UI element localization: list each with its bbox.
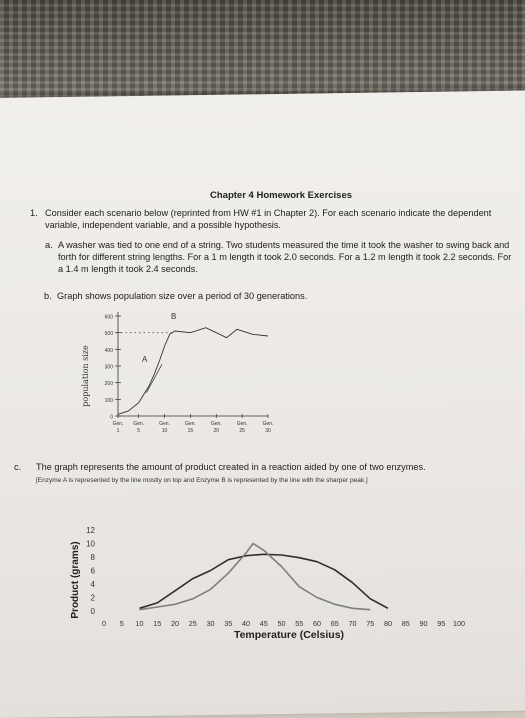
x-tick-label: 0 (102, 619, 106, 628)
x-tick-label: 20 (213, 428, 220, 434)
x-tick-label: 35 (224, 619, 233, 628)
x-tick-label: 5 (137, 428, 141, 434)
x-tick-label: 60 (313, 619, 321, 628)
x-tick-label-top: Gen. (236, 421, 248, 427)
y-tick-label: 200 (104, 381, 113, 388)
x-tick-label: 10 (135, 619, 144, 628)
population-line (118, 328, 268, 415)
x-tick-label: 95 (437, 619, 446, 628)
x-tick-label: 15 (153, 619, 162, 628)
question-number: 1. (30, 208, 38, 218)
question-text: Consider each scenario below (reprinted from HW #1 in Chapter 2). For each scenario indicate the dependent variable, independent variable, and a possible hypothesis. (45, 208, 492, 230)
annotation-a-pointer (146, 364, 162, 392)
x-tick-label: 100 (453, 619, 465, 628)
x-tick-label: 45 (259, 619, 268, 628)
population-chart (78, 304, 278, 454)
y-tick-label: 0 (90, 607, 95, 616)
x-tick-label: 25 (188, 619, 197, 628)
y-tick-label: 100 (104, 397, 113, 404)
part-c-text: The graph represents the amount of product created in a reaction aided by one of two enzymes. (36, 462, 426, 472)
x-tick-label: 30 (206, 619, 215, 628)
enzyme-chart (64, 518, 474, 648)
y-tick-label: 300 (104, 364, 113, 371)
x-tick-label: 50 (277, 619, 286, 628)
x-axis-label: Temperature (Celsius) (233, 629, 345, 641)
x-tick-label: 10 (161, 428, 168, 434)
y-tick-label: 0 (110, 414, 113, 421)
page-title: Chapter 4 Homework Exercises (210, 190, 353, 201)
part-b-text: Graph shows population size over a period of 30 generations. (57, 291, 308, 301)
y-tick-label: 6 (90, 566, 95, 576)
y-tick-label: 4 (90, 580, 95, 589)
y-tick-label: 600 (104, 314, 113, 321)
y-axis-label: population size (81, 345, 90, 407)
x-tick-label: 40 (242, 619, 250, 628)
annotation-a: A (142, 355, 148, 364)
x-tick-label-top: Gen. (112, 421, 124, 427)
part-c-note: [Enzyme A is represented by the line mostly on top and Enzyme B is represented by the line with the sharper peak.] (36, 477, 368, 484)
part-a-label: a. (45, 240, 53, 250)
x-tick-label: 5 (119, 619, 124, 628)
x-tick-label: 90 (419, 619, 428, 628)
x-tick-label: 80 (384, 619, 392, 628)
x-tick-label: 65 (330, 619, 339, 628)
x-tick-label-top: Gen. (262, 421, 274, 427)
x-tick-label: 75 (366, 619, 375, 628)
enzyme-a-line (140, 554, 389, 608)
x-tick-label: 55 (295, 619, 304, 628)
x-tick-label: 20 (171, 619, 179, 628)
y-tick-label: 500 (104, 331, 113, 338)
x-tick-label: 25 (239, 428, 245, 434)
x-tick-label: 15 (187, 428, 194, 434)
x-tick-label-top: Gen. (184, 421, 196, 427)
enzyme-b-line (140, 544, 371, 610)
y-tick-label: 400 (104, 347, 113, 354)
part-b-label: b. (44, 291, 52, 301)
x-tick-label-top: Gen. (210, 421, 222, 427)
x-tick-label: 30 (265, 428, 271, 434)
annotation-b: B (171, 312, 177, 321)
y-tick-label: 2 (90, 593, 95, 603)
x-tick-label-top: Gen. (159, 421, 170, 427)
x-tick-label: 85 (401, 619, 410, 628)
x-tick-label: 1 (116, 428, 120, 434)
y-tick-label: 12 (86, 526, 95, 535)
y-axis-label: Product (grams) (70, 541, 81, 619)
part-c-label: c. (14, 462, 22, 472)
y-tick-label: 10 (86, 539, 95, 549)
y-tick-label: 8 (90, 553, 95, 562)
x-tick-label-top: Gen. (133, 421, 145, 427)
part-a-text: A washer was tied to one end of a string. Two students measured the time it took the washer to swing back and forth for different string lengths. For a 1 m length it took 2.0 seconds. For a 1.2 m length it took 2.2 seconds. For a 1.4 m length it took 2.4 seconds. (58, 240, 512, 274)
x-tick-label: 70 (348, 619, 357, 628)
